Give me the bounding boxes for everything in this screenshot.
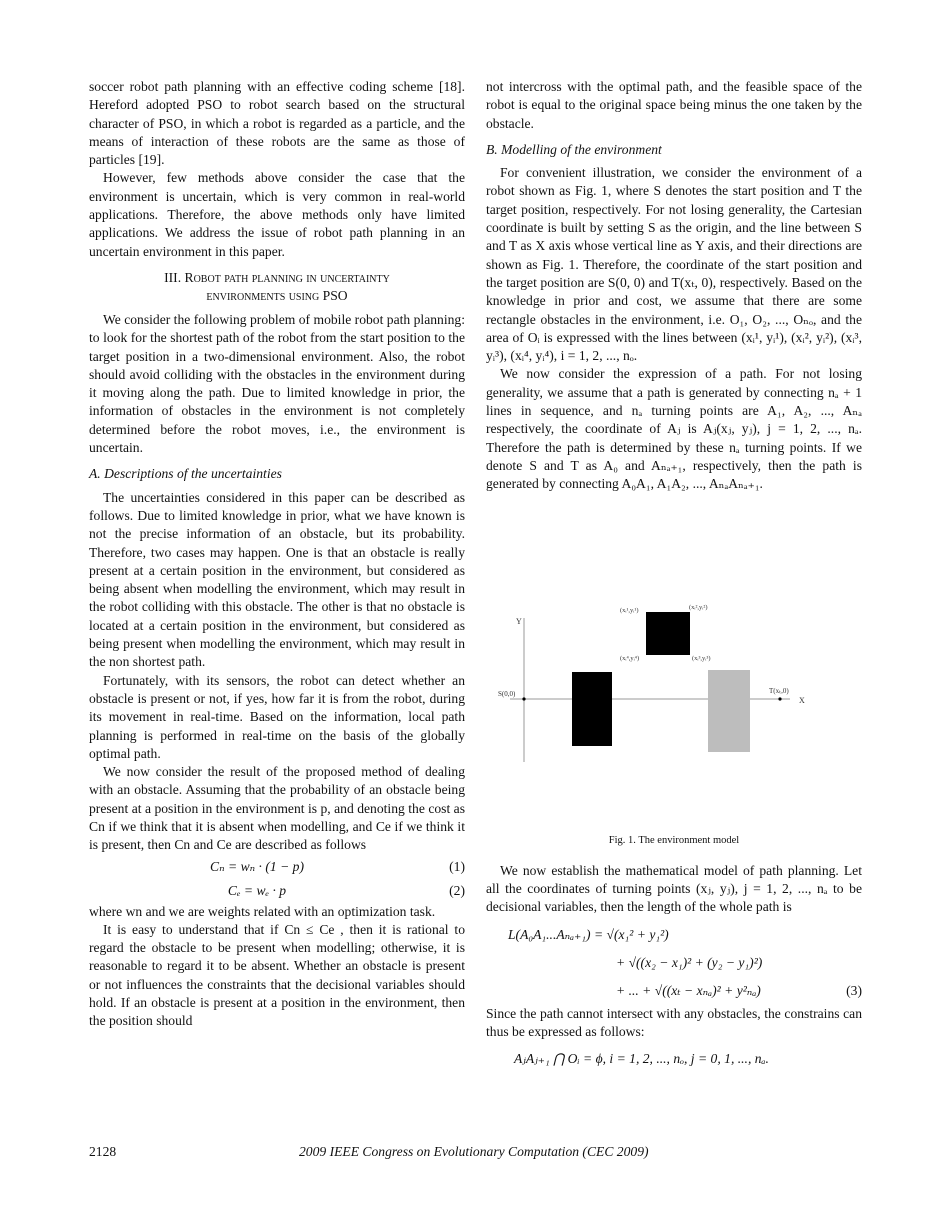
x-axis-label: X	[799, 695, 805, 705]
start-label: S(0,0)	[498, 689, 516, 698]
obstacle-rect	[572, 672, 612, 746]
subsection-heading: B. Modelling of the environment	[486, 141, 662, 157]
paragraph: It is easy to understand that if Cn ≤ Ce , then it is rational to regard the obstacle to be present when modelling; otherwise, it is reasonable to regard it to be absent. Whether an obstacle is present or not influences the constraints that the decisional variables should hold. If an obstacle is present at a position in the environment, then the position should	[89, 921, 465, 1029]
paragraph: For convenient illustration, we consider the environment of a robot shown as Fig. 1, where S denotes the start position and T the target position, respectively. For not losing generality, the Cartesian coordinate is built by setting S as the origin, and the line between S and T as X axis whose vertical line as Y axis, and their directions are shown as Fig. 1. Therefore, the coordinate of the start position and the target position are S(0, 0) and T(xₜ, 0), respectively. Based on the knowledge in prior and cost, we assume that there are some rectangle obstacles in the environment, i.e. O₁, O₂, ..., Oₙₒ, and the area of Oᵢ is expressed with the lines between (xᵢ¹, yᵢ¹), (xᵢ², yᵢ²), (xᵢ³, yᵢ³), (xᵢ⁴, yᵢ⁴), i = 1, 2, ..., nₒ.	[486, 165, 862, 364]
equation-4: AⱼAⱼ₊₁ ⋂ Oᵢ = ϕ, i = 1, 2, ..., nₒ, j = 0, 1, ..., nₐ.	[514, 1051, 769, 1067]
left-column	[89, 78, 465, 1031]
y-axis-label: Y	[516, 616, 522, 626]
paragraph: However, few methods above consider the case that the environment is uncertain, which is very common in real-world applications. Therefore, the above methods only have limited applications. We address the issue of robot path planning in an uncertain environment in this paper.	[89, 170, 465, 259]
figure-caption: Fig. 1. The environment model	[608, 834, 740, 846]
paragraph: We consider the following problem of mobile robot path planning: to look for the shortest path of the robot from the start position to the target position in a two-dimensional environment. Also, the robot should avoid colliding with the obstacles in the environment during it moving along the path. Due to limited knowledge in prior, the information of obstacles in the environment is not completely determined before the robot moves, i.e., the environment is uncertain.	[89, 311, 465, 456]
obstacle-rect-uncertain	[708, 670, 750, 752]
conference-name: 2009 IEEE Congress on Evolutionary Computation (CEC 2009)	[299, 1144, 649, 1159]
corner-label: (xᵢ²,yᵢ²)	[689, 603, 708, 611]
start-point	[522, 697, 525, 700]
obstacle-rect	[646, 612, 690, 655]
target-point	[778, 697, 781, 700]
paragraph: We now consider the result of the proposed method of dealing with an obstacle. Assuming that the probability of an obstacle being present at a position in the environment is p, and denoting the cost as Cn if we think that it is absent when modelling, and Ce if we think it is present, then Cn and Ce are described as follows	[89, 764, 465, 853]
paragraph: not intercross with the optimal path, and the feasible space of the robot is equal to the original space being minus the one taken by the obstacle.	[486, 79, 862, 131]
paragraph: Since the path cannot intersect with any obstacles, the constrains can thus be expressed as follows:	[486, 1005, 862, 1040]
equation-2: Cₑ = wₑ · p (2)	[227, 882, 465, 898]
paragraph: soccer robot path planning with an effective coding scheme [18]. Hereford adopted PSO to robot search based on the structural character of PSO, in which a robot is regarded as a particle, and the means of interaction of these robots are the same as those of particles [19].	[89, 79, 465, 168]
corner-label: (xᵢ³,yᵢ³)	[692, 654, 711, 662]
corner-label: (xᵢ¹,yᵢ¹)	[620, 606, 639, 614]
paragraph: We now consider the expression of a path. For not losing generality, we assume that a path is generated by connecting nₐ + 1 lines in sequence, and nₐ turning points are A₁, A₂, ..., Aₙₐ respectively, the coordinate of Aⱼ is Aⱼ(xⱼ, yⱼ), j = 1, 2, ..., nₐ. Therefore the path is determined by these nₐ turning points. If we denote S and T as A₀ and Aₙₐ₊₁, respectively, then the path is generated by connecting A₀A₁, A₁A₂, ..., AₙₐAₙₐ₊₁.	[486, 366, 862, 492]
right-column	[486, 78, 862, 1073]
paragraph: where wn and we are weights related with an optimization task.	[89, 903, 436, 919]
subsection-heading: A. Descriptions of the uncertainties	[89, 466, 282, 482]
environment-diagram	[486, 500, 862, 830]
section-heading: III. Robot path planning in uncertainty environments using PSO	[164, 269, 390, 303]
equation-3-line-3: + ... + √((xₜ − xₙₐ)² + y²ₙₐ) (3)	[616, 982, 862, 998]
paragraph: The uncertainties considered in this paper can be described as follows. Due to limited knowledge in prior, what we have known is not the precise information of an obstacle, but its probability. Therefore, two cases may happen. One is that an obstacle is really present at a certain position in the environment, but considered as being absent when modelling the environment, which may result in the robot colliding with this obstacle. The other is that no obstacle is located at a certain position in the environment, but considered as being present when modelling the environment, which may result in the non shortest path.	[89, 489, 465, 670]
paragraph: Fortunately, with its sensors, the robot can detect whether an obstacle is present or not, if yes, how far it is from the robot, during its movement in real-time. Based on the information, local path planning is performed in real-time on the basis of the globally optimal path.	[89, 672, 465, 761]
equation-1: Cₙ = wₙ · (1 − p) (1)	[210, 858, 465, 874]
page-number: 2128	[89, 1144, 117, 1159]
target-label: T(xₜ,0)	[769, 686, 789, 695]
equation-3-line-2: + √((x₂ − x₁)² + (y₂ − y₁)²)	[616, 954, 763, 970]
corner-label: (xᵢ⁴,yᵢ⁴)	[620, 654, 640, 662]
environment-figure	[486, 500, 862, 830]
paragraph: We now establish the mathematical model of path planning. Let all the coordinates of turning points (xⱼ, yⱼ), j = 1, 2, ..., nₐ to be decisional variables, then the length of the whole path is	[486, 862, 862, 915]
equation-3-line-1: L(A₀A₁...Aₙₐ₊₁) = √(x₁² + y₁²)	[508, 926, 669, 942]
